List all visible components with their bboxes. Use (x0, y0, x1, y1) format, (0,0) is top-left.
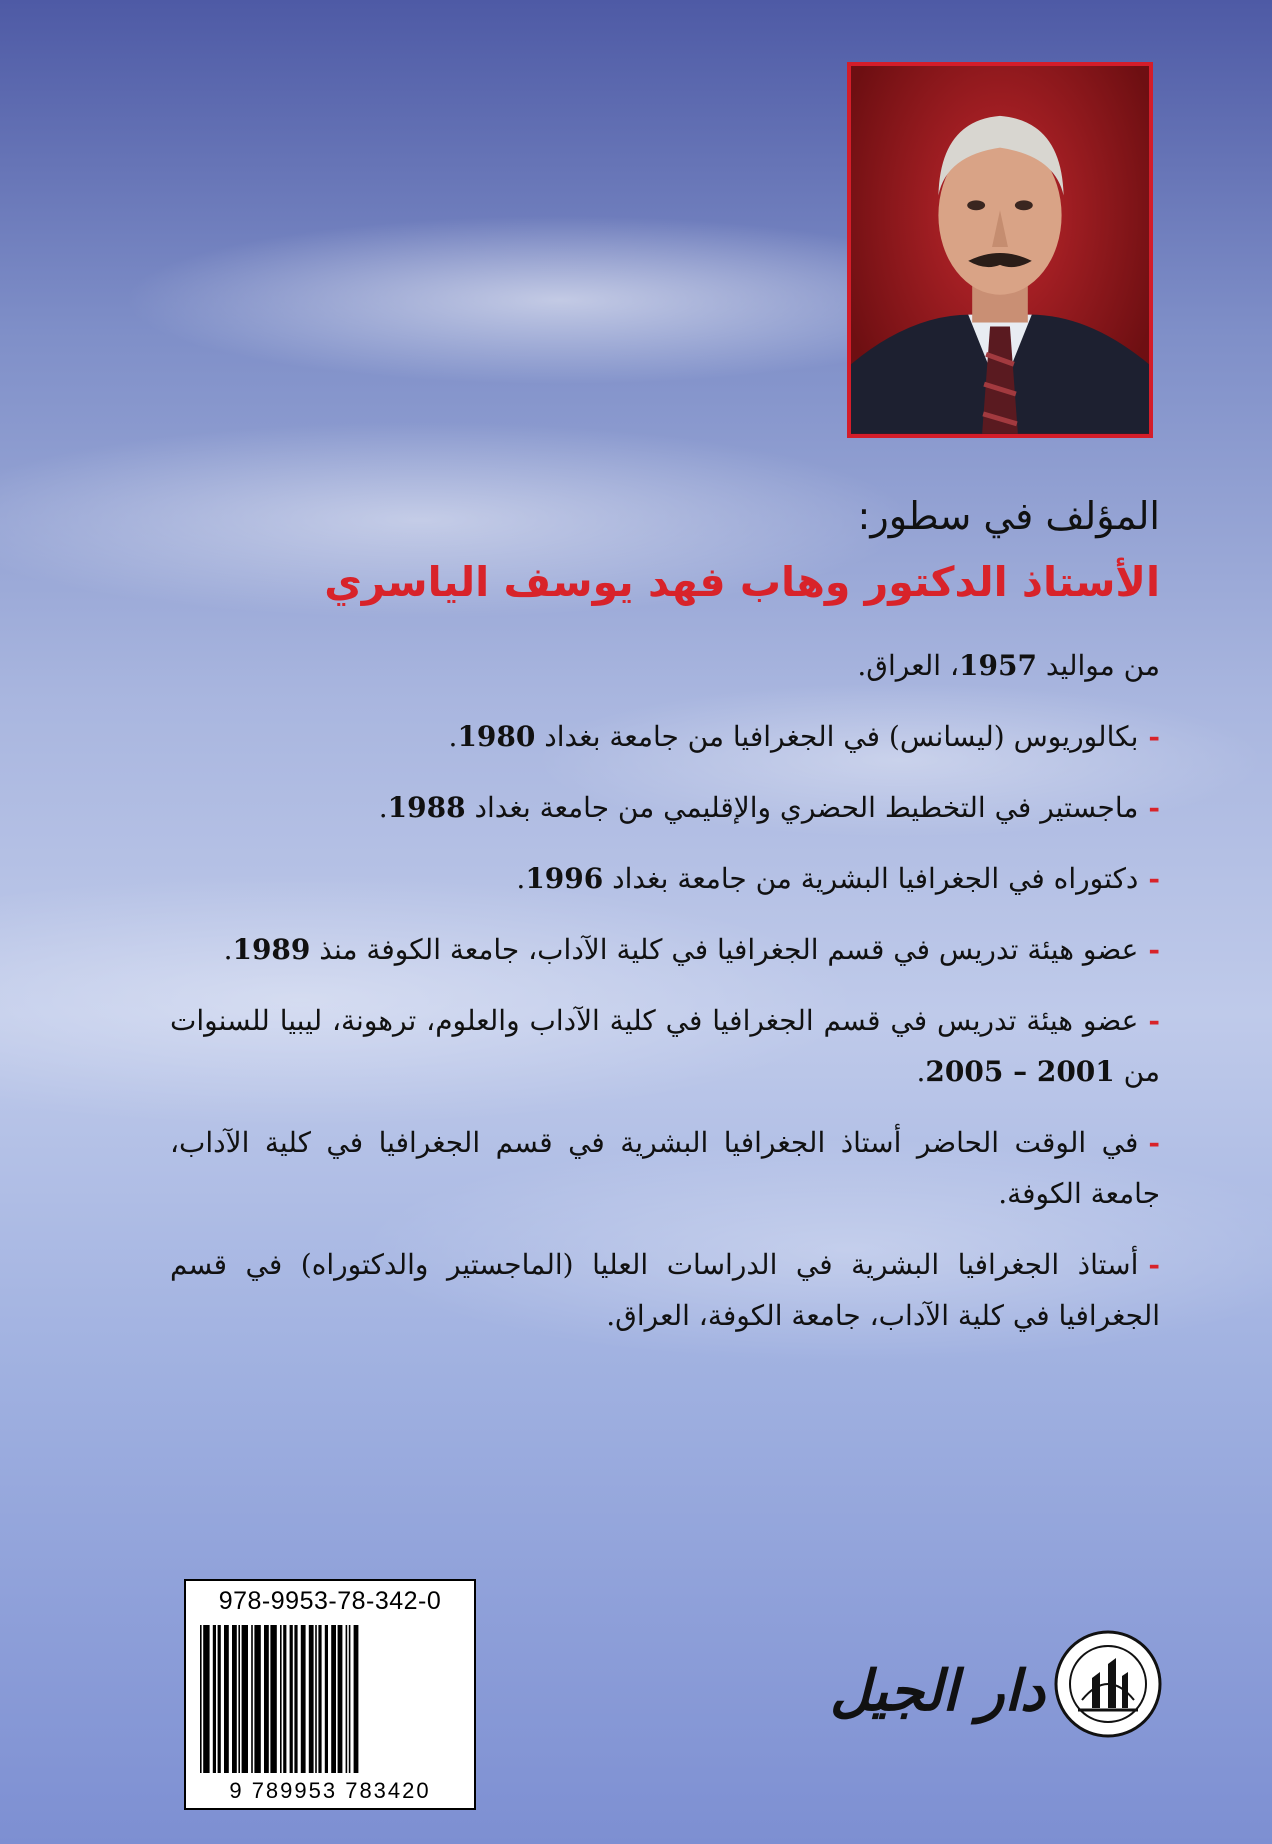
barcode-bar (264, 1625, 269, 1773)
barcode-bar (338, 1625, 343, 1773)
bio-item: -ماجستير في التخطيط الحضري والإقليمي من جامعة بغداد 1988. (378, 791, 1160, 824)
barcode-bar (238, 1625, 240, 1773)
barcode-bar (218, 1625, 221, 1773)
barcode-bar (254, 1625, 260, 1773)
barcode-bar (224, 1625, 229, 1773)
barcode-bar (294, 1625, 297, 1773)
barcode-bar (200, 1625, 202, 1773)
bio-item: -بكالوريوس (ليسانس) في الجغرافيا من جامعة بغداد 1980. (448, 720, 1160, 753)
author-photo (847, 62, 1153, 438)
bullet-dash: - (1148, 933, 1160, 966)
barcode-bars (196, 1625, 466, 1773)
barcode-bar (354, 1625, 359, 1773)
author-bio (170, 640, 1160, 1361)
section-heading: المؤلف في سطور: (857, 494, 1160, 538)
bullet-dash: - (1148, 1126, 1160, 1159)
publisher-name: دار الجيل (829, 1658, 1045, 1724)
publisher-seal-icon (1052, 1628, 1164, 1740)
bio-item: -في الوقت الحاضر أستاذ الجغرافيا البشرية في قسم الجغرافيا في كلية الآداب، جامعة الكوفة. (170, 1126, 1160, 1210)
author-name: الأستاذ الدكتور وهاب فهد يوسف الياسري (324, 558, 1160, 606)
bullet-dash: - (1148, 791, 1160, 824)
isbn-number: 978-9953-78-342-0 (218, 1587, 442, 1615)
isbn-barcode (184, 1579, 476, 1810)
bullet-dash: - (1148, 1248, 1160, 1281)
bullet-dash: - (1148, 862, 1160, 895)
barcode-bar (346, 1625, 348, 1773)
bullet-dash: - (1148, 1004, 1160, 1037)
bio-item: -عضو هيئة تدريس في قسم الجغرافيا في كلية الآداب، جامعة الكوفة منذ 1989. (223, 933, 1160, 966)
publisher-logo-icon (1052, 1628, 1164, 1740)
barcode-bar (242, 1625, 248, 1773)
barcode-bar (309, 1625, 314, 1773)
barcode-bar (251, 1625, 253, 1773)
barcode-bar (270, 1625, 276, 1773)
barcode-bar (349, 1625, 351, 1773)
bio-birth-line: من مواليد 1957، العراق. (857, 649, 1160, 682)
barcode-bar (203, 1625, 209, 1773)
barcode-bar (318, 1625, 321, 1773)
ean-digits: 9 789953 783420 (229, 1778, 431, 1803)
barcode-bar (331, 1625, 336, 1773)
barcode-bar (301, 1625, 306, 1773)
barcode-bar (232, 1625, 237, 1773)
bullet-dash: - (1148, 720, 1160, 753)
barcode-bar (325, 1625, 328, 1773)
author-portrait-image (851, 66, 1149, 434)
barcode-bar (315, 1625, 317, 1773)
bio-item: -عضو هيئة تدريس في قسم الجغرافيا في كلية الآداب والعلوم، ترهونة، ليبيا للسنوات من 2001 – 2005. (170, 1004, 1160, 1088)
barcode-bar (290, 1625, 293, 1773)
barcode-bar (213, 1625, 216, 1773)
barcode-bar (280, 1625, 282, 1773)
barcode-bar (283, 1625, 286, 1773)
bio-item: -أستاذ الجغرافيا البشرية في الدراسات العليا (الماجستير والدكتوراه) في قسم الجغرافيا في كلية الآداب، جامعة الكوفة، العراق. (170, 1248, 1160, 1332)
bio-item: -دكتوراه في الجغرافيا البشرية من جامعة بغداد 1996. (516, 862, 1160, 895)
